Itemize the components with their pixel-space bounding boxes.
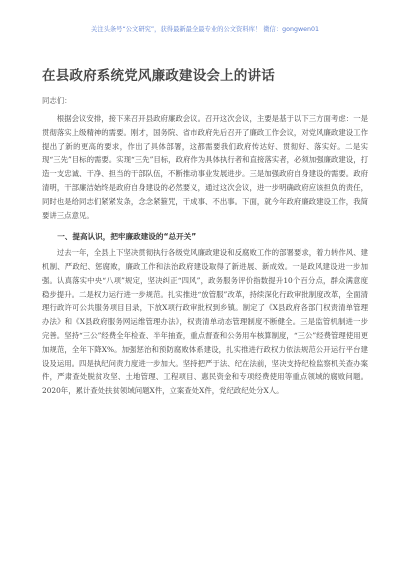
- promo-banner: 关注头条号“公文研究”，获得最新最全最专业的公文资料库！ 微信：gongwen01: [90, 26, 319, 33]
- document-title: 在县政府系统党风廉政建设会上的讲话: [42, 68, 275, 84]
- section-heading: 一、提高认识，把牢廉政建设的“总开关”: [57, 232, 197, 242]
- intro-paragraph: 根据会议安排，接下来召开县政府廉政会议。召开这次会议，主要是基于以下三方面考虑：一是贯彻落实上级精神的需要。刚才，国务院、省市政府先后召开了廉政工作会议，对党风廉政建设工作提出了新的更高的要求，作出了具体部署，这都需要我们政府传达好、贯彻好、落实好。二是实现“三先”目标的需要。实现“三先”目标，政府作为具体执行者和直接落实者，必须加强廉政建设，打造一支忠诚、干净、担当的干部队伍，不断推动事业发展进步。三是加强政府自身建设的需要。政府清明，干部廉洁始终是政府自身建设的必然要义，通过这次会议，进一步明确政府应该担负的责任，同时也是给同志们紧紧发条，念念紧箍咒，干成事、不出事。下面，就今年政府廉政建设工作，我简要讲三点意见。: [42, 114, 368, 220]
- document-body: [42, 112, 368, 398]
- section-paragraph: 过去一年，全县上下坚决贯彻执行各级党风廉政建设和反腐败工作的部署要求，着力转作风、建机制、严政纪、惩腐败，廉政工作和法治政府建设取得了新进展、新成效。一是政风建设进一步加强。认真落实中央“八项”规定，坚决纠正“四风”，政务服务评价指数提升10个百分点，群众满意度稳步提升。二是权力运行进一步规范。扎实推进“放管服”改革，持续深化行政审批制度改革，全面清理行政许可公共服务项目目录，下放X项行政审批权到乡镇。制定了《X县政府各部门权责清单管理办法》和《X县政府服务网运维管理办法》，权责清单动态管理制度不断健全。三是监管机制进一步完善。坚持“三公”经费全年检查、半年抽查，重点督查和公务用车核算制度，“三公”经费管理使用更加规范，全年下降X%。加强惩治和预防腐败体系建设，扎实推进行政权力依法规范公开运行平台建设及运用。四是执纪问责力度进一步加大。坚持把严于法、纪在法前，坚决支持纪检监察机关查办案件，严肃查处脱贫攻坚、土地管理、工程项目、惠民资金和专项经费使用等重点领域的腐败问题。2020年，累计查处扶贫领域问题X件，立案查处X件，党纪政纪处分X人。: [42, 248, 368, 396]
- greeting: 同志们：: [42, 96, 72, 105]
